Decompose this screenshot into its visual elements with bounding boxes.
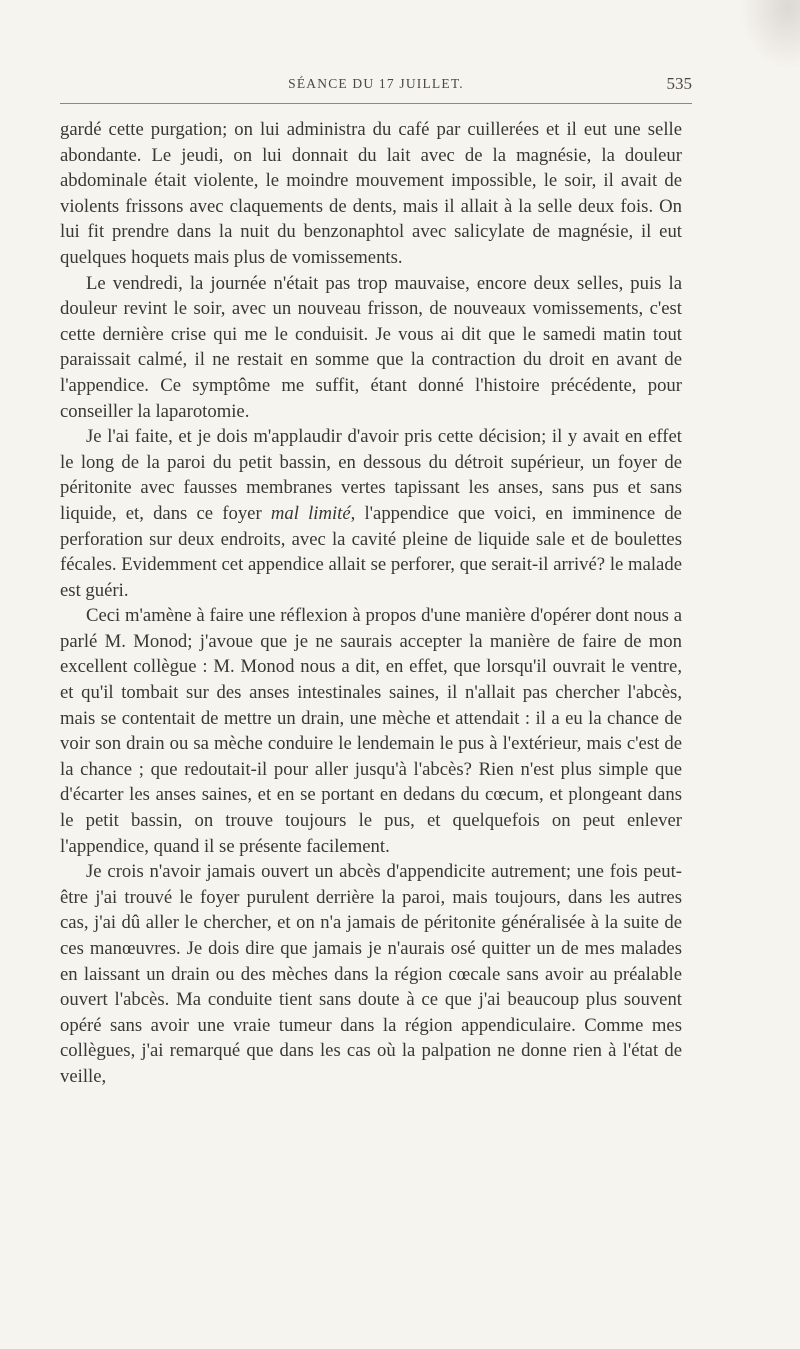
running-head: SÉANCE DU 17 JUILLET.: [288, 76, 464, 91]
body-text: [60, 117, 682, 1090]
header-rule: [60, 103, 692, 104]
paragraph-3-after: , l'appendice que voici, en imminence de perforation sur deux endroits, avec la cavité pleine de liquide sale et de boulettes fécales. Evidemment cet appendice allait se perforer, que serait-il arrivé? le malade est guéri.: [60, 502, 682, 601]
italic-phrase: mal limité: [270, 502, 351, 524]
paragraph-2: Le vendredi, la journée n'était pas trop mauvaise, encore deux selles, puis la douleur revint le soir, avec un nouveau frisson, de nouveaux vomissements, c'est cette dernière crise qui me le conduisit. Je vous ai dit que le samedi matin tout paraissait calmé, il ne restait en somme que la contraction du droit en avant de l'appendice. Ce symptôme me suffit, étant donné l'histoire précédente, pour conseiller la laparotomie.: [60, 272, 682, 422]
paper-stain: [740, 0, 800, 70]
page-header: [60, 74, 692, 98]
paragraph-3-before: Je l'ai faite, et je dois m'applaudir d'avoir pris cette décision; il y avait en effet le long de la paroi du petit bassin, en dessous du détroit supérieur, un foyer de péritonite avec fausses membranes vertes tapissant les anses, sans pus et sans liquide, et, dans ce foyer: [60, 426, 682, 524]
page-number: 535: [666, 74, 692, 93]
paragraph-4: Ceci m'amène à faire une réflexion à propos d'une manière d'opérer dont nous a parlé M. Monod; j'avoue que je ne saurais accepter la manière de faire de mon excellent collègue : M. Monod nous a dit, en effet, que lorsqu'il ouvrait le ventre, et qu'il tombait sur des anses intestinales saines, il n'allait pas chercher l'abcès, mais se contentait de mettre un drain, une mèche et attendait : il a eu la chance de voir son drain ou sa mèche conduire le lendemain le pus à l'extérieur, mais c'est de la chance ; que redoutait-il pour aller jusqu'à l'abcès? Rien n'est plus simple que d'écarter les anses saines, et en se portant en dedans du cœcum, et plongeant dans le petit bassin, on trouve toujours le pus, et quelquefois on peut enlever l'appendice, quand il se présente facilement.: [60, 605, 682, 857]
paragraph-5: Je crois n'avoir jamais ouvert un abcès d'appendicite autrement; une fois peut-être j'ai trouvé le foyer purulent derrière la paroi, mais toujours, dans les autres cas, j'ai dû aller le chercher, et on n'a jamais de péritonite généralisée à la suite de ces manœuvres. Je dois dire que jamais je n'aurais osé quitter un de mes malades en laissant un drain ou des mèches dans la région cœcale sans avoir au préalable ouvert l'abcès. Ma conduite tient sans doute à ce que j'ai beaucoup plus souvent opéré sans avoir une vraie tumeur dans la région appendiculaire. Comme mes collègues, j'ai remarqué que dans les cas où la palpation ne donne rien à l'état de veille,: [60, 861, 682, 1087]
paragraph-3: [60, 424, 682, 603]
paragraph-1: gardé cette purgation; on lui administra du café par cuillerées et il eut une selle abondante. Le jeudi, on lui donnait du lait avec de la magnésie, la douleur abdominale était violente, le moindre mouvement impossible, le soir, il avait de violents frissons avec claquements de dents, mais il allait à la selle deux fois. On lui fit prendre dans la nuit du benzonaphtol avec salicylate de magnésie, il eut quelques hoquets mais plus de vomissements.: [60, 119, 682, 268]
